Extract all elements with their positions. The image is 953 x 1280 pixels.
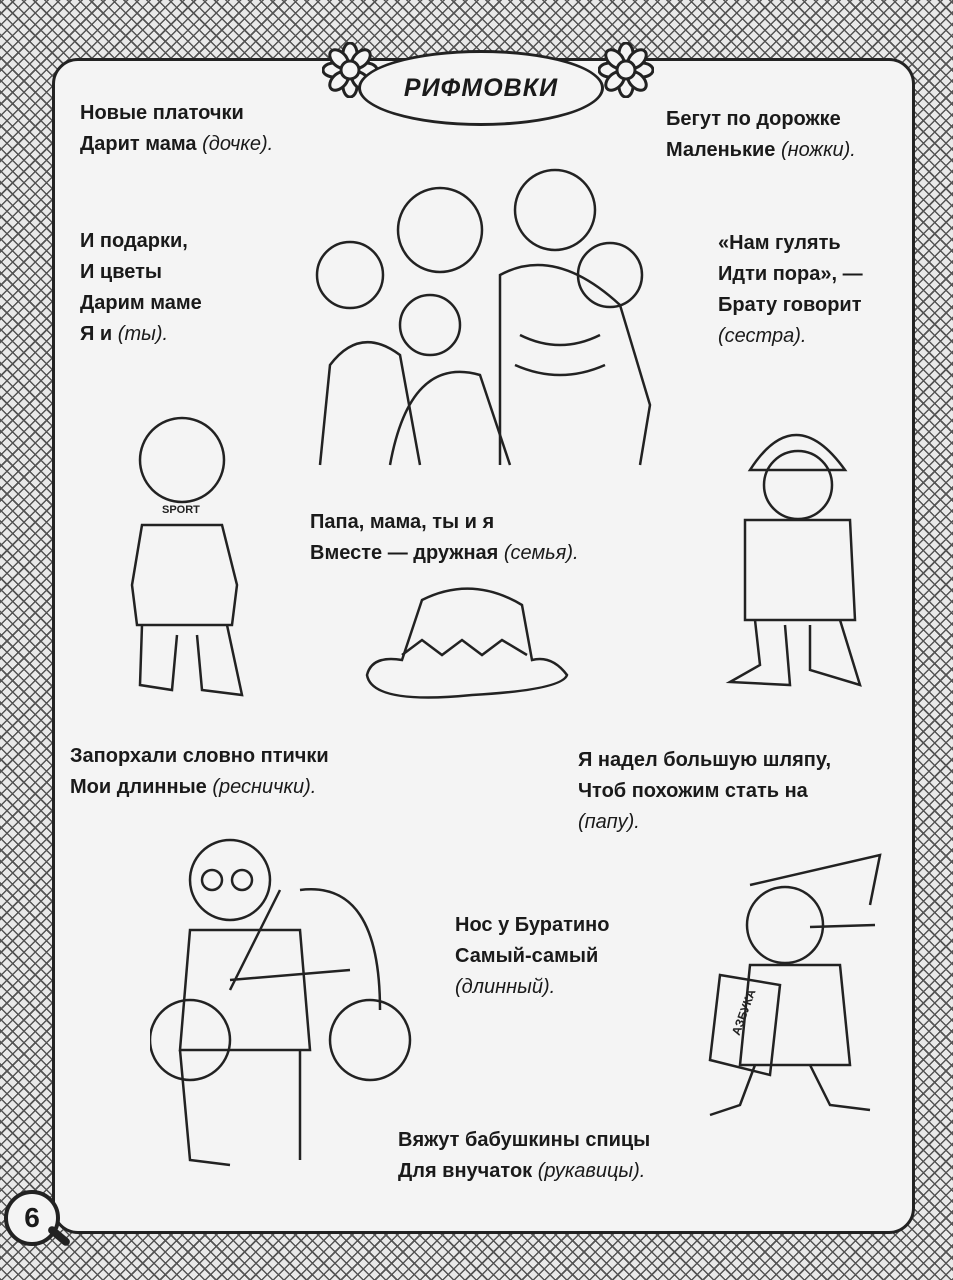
line-text: Мои длинные: [70, 776, 213, 798]
rhyme-5: [310, 507, 579, 569]
rhyme-answer: (рукавицы).: [537, 1160, 646, 1182]
rhyme-4: [718, 228, 863, 352]
rhyme-line: [80, 98, 273, 129]
flower-icon: [598, 42, 654, 98]
rhyme-line: [398, 1156, 650, 1187]
rhyme-8: [455, 910, 609, 1003]
grandma-illustration: [150, 830, 420, 1190]
rhyme-line: [718, 290, 863, 321]
rhyme-line: [310, 538, 579, 569]
rhyme-answer: (ты).: [117, 323, 169, 345]
rhyme-answer: (ножки).: [780, 139, 856, 161]
line-text: И цветы: [80, 261, 162, 283]
rhyme-9: [398, 1125, 650, 1187]
rhyme-line: [80, 226, 202, 257]
line-text: Вяжут бабушкины спицы: [398, 1129, 651, 1151]
rhyme-6: [70, 741, 329, 803]
shirt-text: SPORT: [162, 504, 200, 516]
line-text: Маленькие: [666, 139, 781, 161]
rhyme-line: [80, 257, 202, 288]
rhyme-answer: (дочке).: [202, 133, 274, 155]
rhyme-line: [455, 910, 609, 941]
buratino-illustration: [700, 835, 890, 1135]
line-text: Брату говорит: [718, 294, 862, 316]
rhyme-line: [666, 104, 856, 135]
rhyme-answer: (папу).: [578, 811, 640, 833]
page-number: [4, 1190, 60, 1246]
rhyme-line: [70, 772, 329, 803]
rhyme-3: [666, 104, 856, 166]
winter-child-illustration: [720, 400, 870, 690]
line-text: Я надел большую шляпу,: [578, 749, 832, 771]
line-text: Бегут по дорожке: [666, 108, 841, 130]
line-text: И подарки,: [80, 230, 188, 252]
family-illustration: [300, 165, 670, 485]
rhyme-answer: (сестра).: [718, 325, 807, 347]
rhyme-line: [455, 972, 609, 1003]
boy-illustration: [112, 395, 252, 705]
rhyme-answer: (семья).: [503, 542, 579, 564]
rhyme-2: [80, 226, 202, 350]
rhyme-line: [455, 941, 609, 972]
rhyme-line: [398, 1125, 650, 1156]
line-text: Самый-самый: [455, 945, 599, 967]
line-text: Чтоб похожим стать на: [578, 780, 808, 802]
page-title: РИФМОВКИ: [403, 73, 559, 102]
line-text: «Нам гулять: [718, 232, 841, 254]
rhyme-line: [578, 745, 831, 776]
rhyme-answer: (длинный).: [455, 976, 556, 998]
line-text: Нос у Буратино: [455, 914, 610, 936]
line-text: Новые платочки: [80, 102, 244, 124]
rhyme-line: [578, 776, 831, 807]
rhyme-answer: (реснички).: [212, 776, 317, 798]
rhyme-line: [718, 321, 863, 352]
rhyme-line: [718, 259, 863, 290]
line-text: Я и: [80, 323, 118, 345]
rhyme-1: [80, 98, 273, 160]
rhyme-line: [80, 288, 202, 319]
rhyme-line: [578, 807, 831, 838]
page-number-text: 6: [24, 1202, 40, 1233]
rhyme-line: [718, 228, 863, 259]
line-text: Для внучаток: [398, 1160, 538, 1182]
hat-illustration: [362, 575, 572, 705]
rhyme-line: [310, 507, 579, 538]
title-banner: [358, 50, 604, 126]
line-text: Дарит мама: [80, 133, 203, 155]
line-text: Идти пора», —: [718, 263, 863, 285]
rhyme-line: [70, 741, 329, 772]
line-text: Запорхали словно птички: [70, 745, 329, 767]
line-text: Вместе — дружная: [310, 542, 504, 564]
rhyme-7: [578, 745, 831, 838]
rhyme-line: [80, 319, 202, 350]
line-text: Папа, мама, ты и я: [310, 511, 495, 533]
line-text: Дарим маме: [80, 292, 202, 314]
rhyme-line: [80, 129, 273, 160]
book-text: АЗБУКА: [728, 987, 759, 1038]
rhyme-line: [666, 135, 856, 166]
